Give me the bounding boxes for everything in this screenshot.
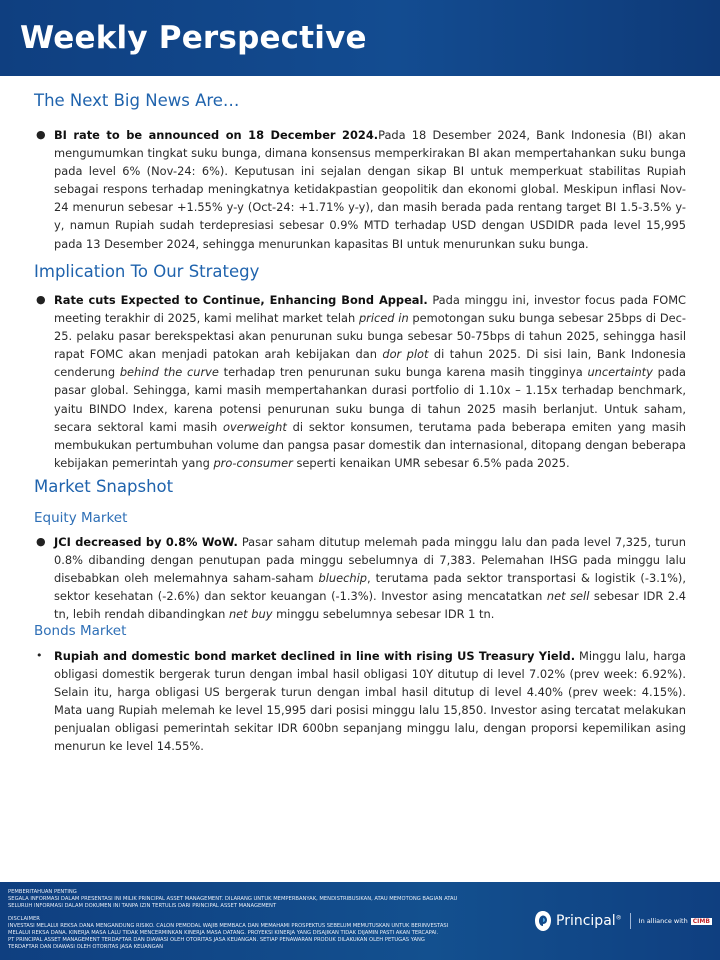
principal-logo [534,908,712,934]
text-run: di tahun 2025. Di sisi lain, Bank Indonesia cenderung [54,347,686,380]
italic-run: overweight [223,419,287,434]
italic-run: net buy [228,607,273,622]
disclaimer-line: MELALUI REKSA DANA. KINERJA MASA LALU TIDAK MENCERMINKAN KINERJA MASA DATANG. PROYEKSI KINERJA YANG DISAJIKAN TIDAK DIJAMIN PASTI AKAN TERCAPAI. [8,930,439,936]
text-run: Pasar saham ditutup melemah pada minggu lalu dan pada level 7,325, turun 0.8% dibanding dengan penutupan pada minggu sebelumnya di 7,383. Pelemahan IHSG pada minggu lalu disebabkan oleh melemahnya saham-saham [54,535,686,586]
bullet-lead: Rupiah and domestic bond market declined in line with rising US Treasury Yield. [54,649,576,663]
notice-line: SEGALA INFORMASI DALAM PRESENTASI INI MILIK PRINCIPAL ASSET MANAGEMENT. DILARANG UNTUK MEMPERBANYAK, MENDISTRIBUSIKAN, ATAU MEMOTONG BAGIAN ATAU [8,896,458,902]
italic-run: pro-consumer [213,455,293,470]
bullet-lead: JCI decreased by 0.8% WoW. [54,535,238,549]
italic-run: dor plot [382,347,429,362]
italic-run: uncertainty [587,365,653,380]
notice-title: PEMBERITAHUAN PENTING [8,889,77,895]
disclaimer-title: DISCLAIMER [8,916,40,922]
disclaimer-line: PT PRINCIPAL ASSET MANAGEMENT TERDAFTAR DAN DIAWASI OLEH OTORITAS JASA KEUANGAN. SETIAP PENAWARAN PRODUK DILAKUKAN OLEH PETUGAS YANG [8,937,425,943]
bullet-lead: BI rate to be announced on 18 December 2024. [54,128,379,142]
logo-divider [630,913,631,929]
principal-wordmark [556,913,622,929]
bullet-dot: ● [36,535,46,548]
bullet-dot: ● [36,293,46,306]
bullet-text [54,291,686,472]
bullet-text [54,126,686,253]
section-title-news: The Next Big News Are… [34,91,240,110]
footer [0,882,720,960]
italic-run: bluechip [318,571,368,586]
bullet-lead: Rate cuts Expected to Continue, Enhancing Bond Appeal. [54,293,428,307]
page-title: Weekly Perspective [20,20,367,56]
italic-run: net sell [546,589,590,604]
italic-run: priced in [358,311,409,326]
section-title-snapshot: Market Snapshot [34,477,174,496]
text-run: pada pasar global. Sehingga, kami masih mempertahankan durasi portfolio di 1.10x – 1.15x terhadap benchmark, yaitu BINDO Index, karena potensi penurunan suku bunga di tahun 2025 masih berlanjut. Untuk saham, secara sektoral kami masih [54,365,687,434]
text-run: seperti kenaikan UMR sebesar 6.5% pada 2025. [292,455,570,470]
text-run: di sektor konsumen, terutama pada beberapa emiten yang masih membukukan pertumbuhan volume dan pangsa pasar domestik dan internasional, ditopang dengan beberapa kebijakan pemerintah yang [54,419,686,470]
header-banner [0,0,720,76]
bullet-square: • [36,649,43,662]
text-run: sebesar IDR 2.4 tn, lebih rendah dibandingkan [54,589,686,622]
notice-line: SELURUH INFORMASI DALAM DOKUMEN INI TANPA IZIN TERTULIS DARI PRINCIPAL ASSET MANAGEMENT [8,903,277,909]
italic-run: behind the curve [119,365,219,380]
subtitle-equity: Equity Market [34,510,128,526]
text-run: pemotongan suku bunga sebesar 25bps di Dec-25. pelaku pasar berekspektasi akan penurunan suku bunga sebesar 50-75bps di tahun 2025, sehingga hasil rapat FOMC akan menjadi patokan arah kebijakan dan [54,311,686,362]
registered-mark: ® [615,914,622,922]
principal-mark-icon [534,910,552,932]
logo-word-text: Principal [556,913,616,929]
disclaimer-line: TERDAFTAR DAN DIAWASI OLEH OTORITAS JASA KEUANGAN [8,944,164,950]
bullet-body: Pada 18 Desember 2024, Bank Indonesia (BI) akan mengumumkan tingkat suku bunga, dimana konsensus memperkirakan BI akan mempertahankan suku bunga pada level 6% (Nov-24: 6%). Keputusan ini sejalan dengan sikap BI untuk memperkuat stabilitas Rupiah sebagai respons terhadap meningkatnya ketidakpastian geopolitik dan ekonomi global. Meskipun inflasi Nov-24 menurun sebesar +1.55% y-y (Oct-24: +1.71% y-y), dan masih berada pada rentang target BI 1.5-3.5% y-y, namun Rupiah sudah terdepresiasi sebesar 0.9% MTD terhadap USD dengan USDIDR pada level 15,995 pada 13 Desember 2024, sehingga menurunkan kapasitas BI untuk menurunkan suku bunga. [54,128,687,251]
section-title-strategy: Implication To Our Strategy [34,262,260,281]
bullet-dot: ● [36,128,46,141]
text-run: , terutama pada sektor transportasi & logistik (-3.1%), sektor kesehatan (-2.6%) dan sektor keuangan (-1.3%). Investor asing mencatatkan [54,571,686,604]
bullet-text [54,533,686,623]
alliance-text: In alliance with [638,917,688,925]
bullet-text [54,647,686,756]
cimb-logo: CIMB [692,917,710,925]
text-run: minggu sebelumnya sebesar IDR 1 tn. [272,607,495,622]
subtitle-bonds: Bonds Market [34,623,127,639]
bullet-body: Minggu lalu, harga obligasi domestik bergerak turun dengan imbal hasil obligasi 10Y ditutup di level 7.02% (prev week: 6.92%). Selain itu, harga obligasi US bergerak turun dengan imbal hasil ditutup di level 4.40% (prev week: 4.15%). Mata uang Rupiah melemah ke level 15,995 dari posisi minggu lalu 15,850. Investor asing tercatat melakukan penjualan obligasi pemerintah sekitar IDR 600bn sepanjang minggu lalu, dengan proporsi kepemilikan asing menurun ke level 14.55%. [54,649,687,754]
disclaimer-line: INVESTASI MELALUI REKSA DANA MENGANDUNG RISIKO. CALON PEMODAL WAJIB MEMBACA DAN MEMAHAMI PROSPEKTUS SEBELUM MEMUTUSKAN UNTUK BERINVESTASI [8,923,449,929]
text-run: terhadap tren penurunan suku bunga karena masih tingginya [218,365,588,380]
text-run: Pada minggu ini, investor focus pada FOMC meeting terakhir di 2025, kami melihat market telah [54,293,686,326]
